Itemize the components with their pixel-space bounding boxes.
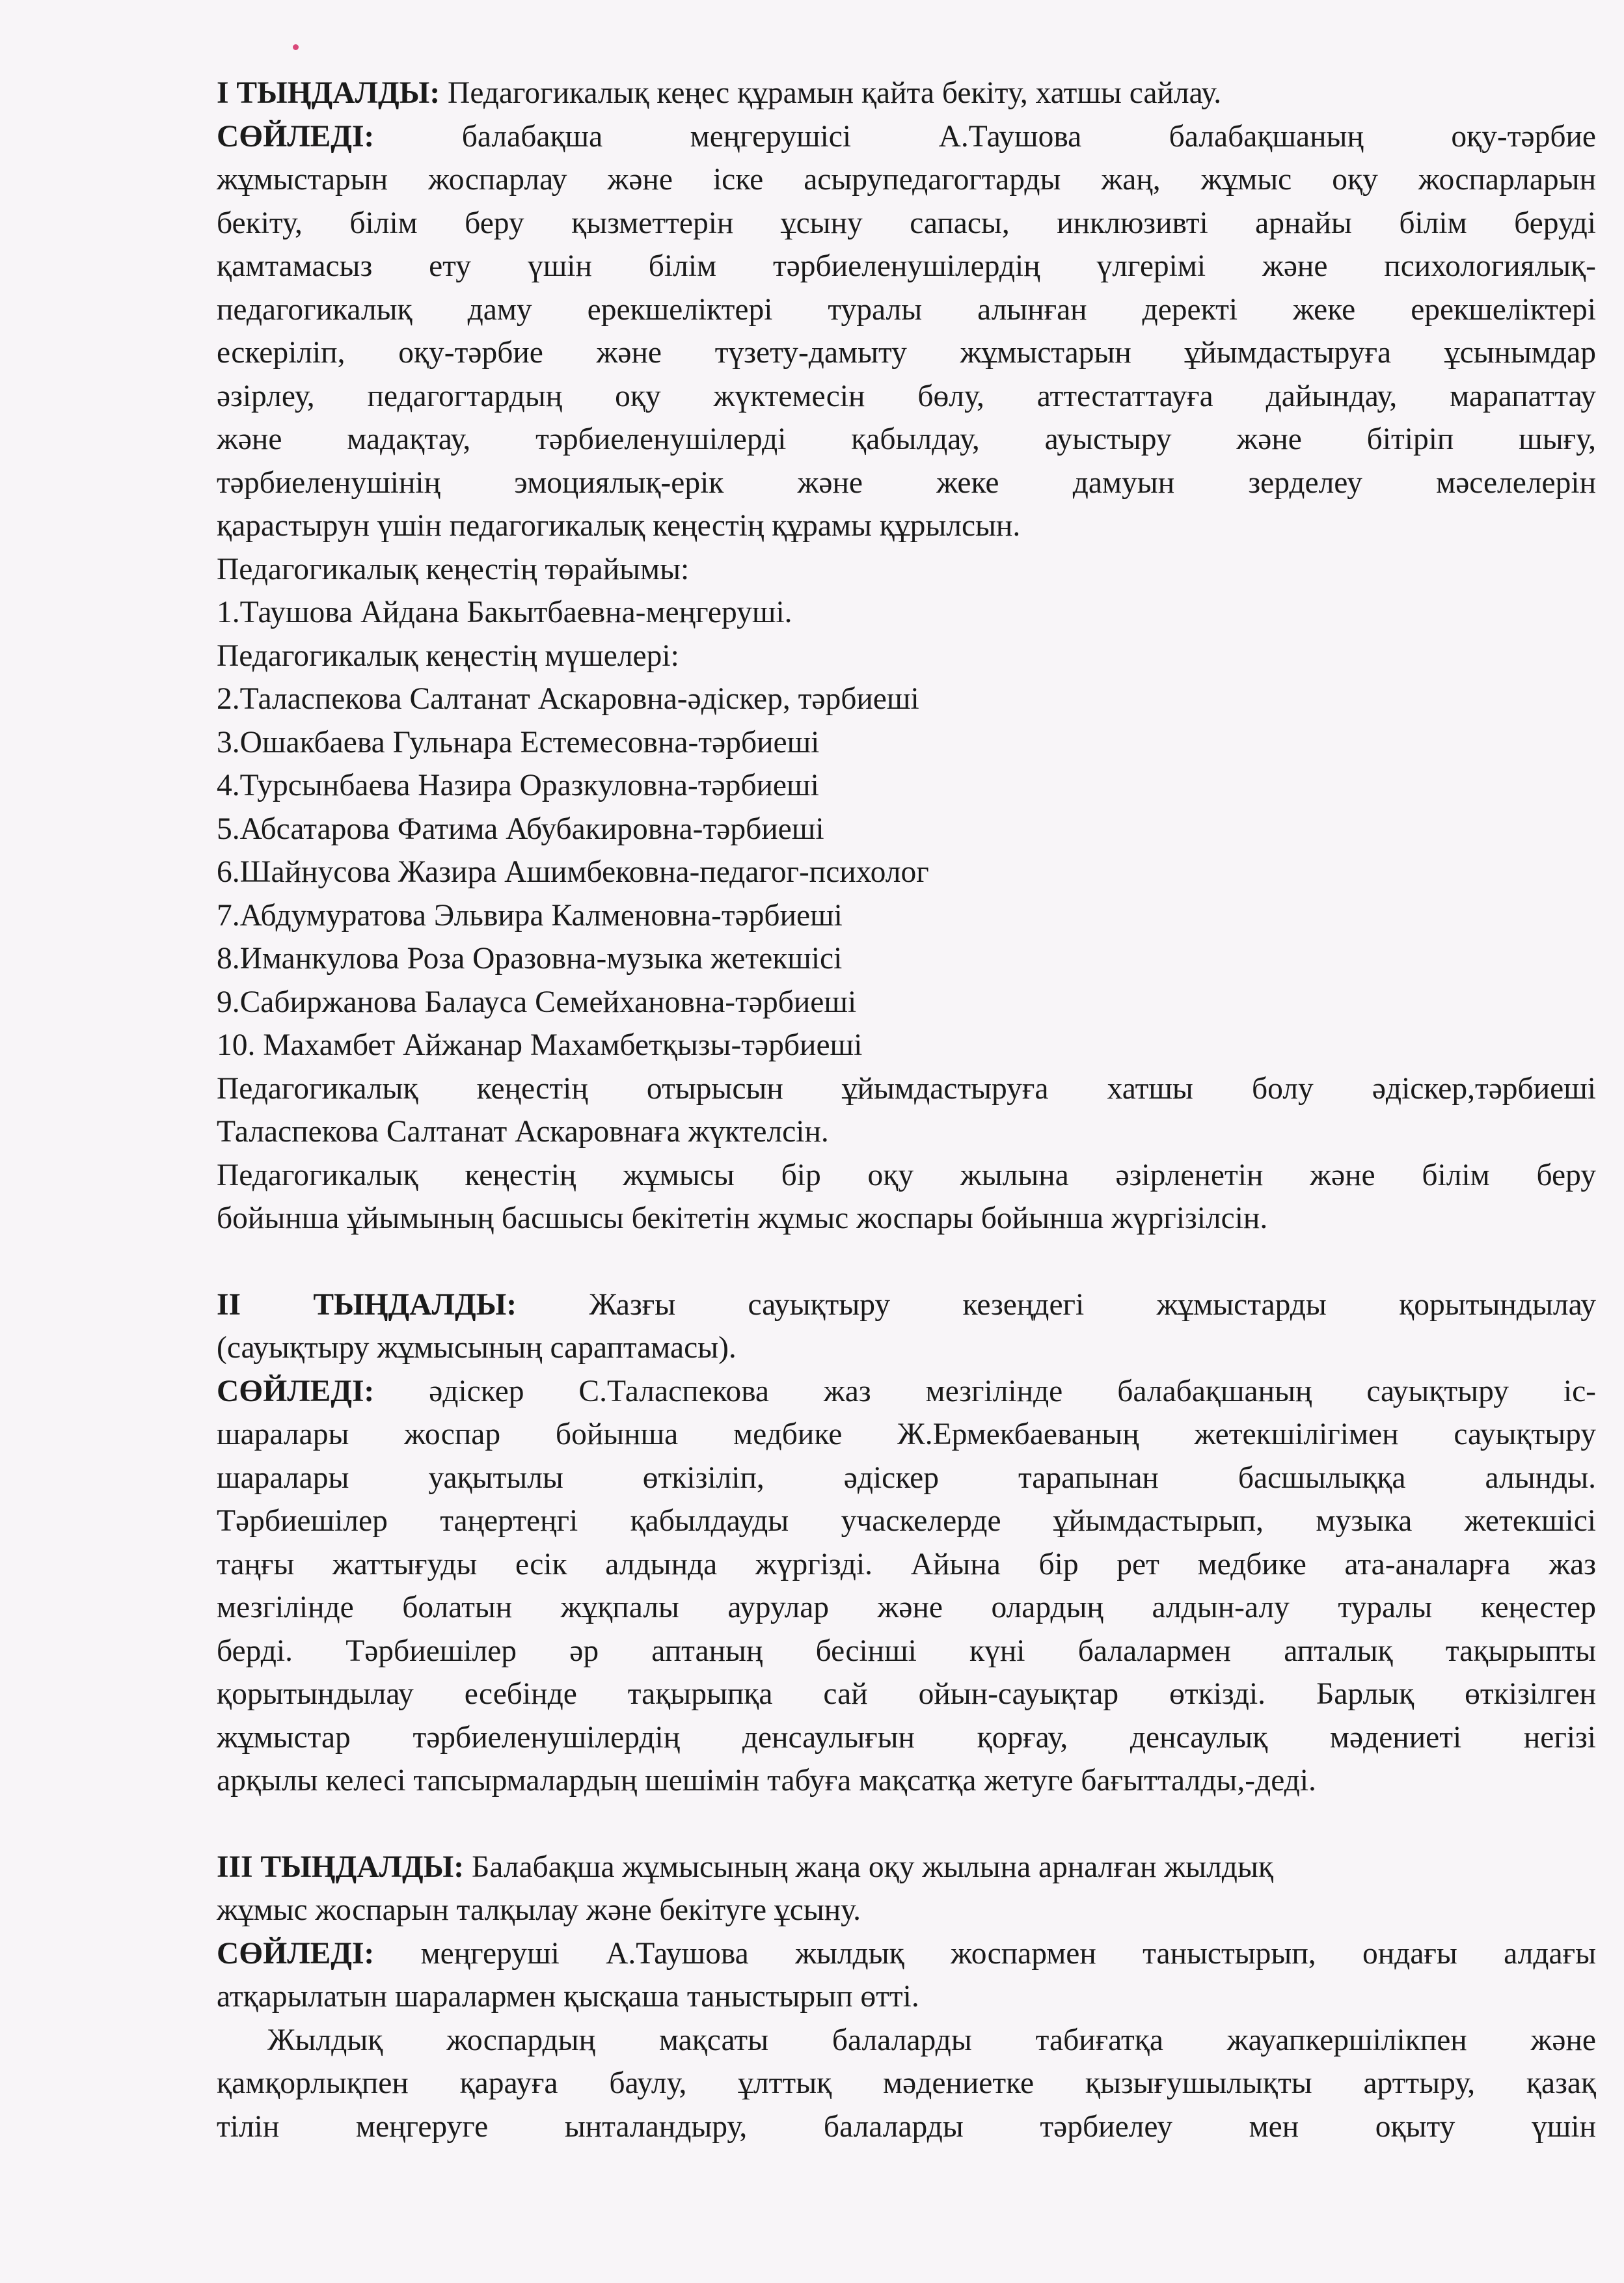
speech-line: қамтамасыз ету үшін білім тәрбиеленушілердің үлгерімі және психологиялық- [217,249,1596,283]
secretary-line: Педагогикалық кеңестің отырысын ұйымдастыруға хатшы болу әдіскер,тәрбиеші [217,1071,1596,1106]
speech-line: қарастырун үшін педагогикалық кеңестің құрамы құрылсын. [217,509,1021,543]
speech-line: қорытындылау есебінде тақырыпқа сай ойын-сауықтар өткізді. Барлық өткізілген [217,1677,1596,1711]
speech-line: жұмыстар тәрбиеленушілердің денсаулығын қорғау, денсаулық мәдениеті негізі [217,1720,1596,1755]
goal-line: тілін меңгеруге ынталандыру, балаларды тәрбиелеу мен оқыту үшін [217,2109,1596,2144]
member-item: 2.Таласпекова Салтанат Аскаровна-әдіскер, тәрбиеші [217,682,919,716]
secretary-line: Таласпекова Салтанат Аскаровнаға жүктелсін. [217,1115,829,1149]
section2-spoke-label: СӨЙЛЕДІ: [217,1374,375,1408]
chair-label: Педагогикалық кеңестің төрайымы: [217,552,690,586]
section1-title [217,72,1596,115]
speech-line: бекіту, білім беру қызметтерін ұсыну сапасы, инклюзивті арнайы білім беруді [217,206,1596,240]
member-item: 5.Абсатарова Фатима Абубакировна-тәрбиеші [217,812,824,846]
section2-title [217,1283,1596,1370]
speech-line: СӨЙЛЕДІ: әдіскер С.Таласпекова жаз мезгілінде балабақшаның сауықтыру іс- [217,1374,1597,1408]
speech-line: мезгілінде болатын жұқпалы аурулар және олардың алдын-алу туралы кеңестер [217,1591,1596,1624]
section2-title-line: (сауықтыру жұмысының сараптамасы). [217,1331,737,1365]
section-spacer [217,1803,1596,1846]
section1-speech [217,115,1596,548]
plan-line: бойынша ұйымының басшысы бекітетін жұмыс жоспары бойынша жүргізілсін. [217,1201,1268,1235]
section3-heading: ІІІ ТЫҢДАЛДЫ: [217,1850,465,1884]
ink-speck [293,44,299,50]
speech-line: берді. Тәрбиешілер әр аптаның бесінші күні балалармен апталық тақырыпты [217,1634,1596,1668]
speech-line: педагогикалық даму ерекшеліктері туралы алынған деректі жеке ерекшеліктері [217,292,1596,327]
goal-line: қамқорлықпен қарауға баулу, ұлттық мәдениетке қызығушылықты арттыру, қазақ [217,2066,1596,2100]
member-item: 6.Шайнусова Жазира Ашимбековна-педагог-психолог [217,855,929,889]
section3-title-line: жұмыс жоспарын талқылау және бекітуге ұсыну. [217,1893,861,1927]
speech-line: СӨЙЛЕДІ: меңгеруші А.Таушова жылдық жоспармен таныстырып, ондағы алдағы [217,1936,1597,1971]
document-body [217,72,1596,2148]
section3-title [217,1846,1596,1932]
secretary-paragraph [217,1067,1596,1154]
member-item: 4.Турсынбаева Назира Оразкуловна-тәрбиеші [217,769,819,802]
speech-line: СӨЙЛЕДІ: балабақша меңгерушісі А.Таушова балабақшаның оқу-тәрбие [217,119,1597,154]
speech-line: Тәрбиешілер таңертеңгі қабылдауды учаскелерде ұйымдастырып, музыка жетекшісі [217,1504,1596,1538]
member-item: 3.Ошакбаева Гульнара Естемесовна-тәрбиеші [217,725,820,759]
section2-title-line: ІІ ТЫҢДАЛДЫ: Жазғы сауықтыру кезеңдегі жұмыстарды қорытындылау [217,1287,1596,1322]
plan-paragraph [217,1154,1596,1240]
goal-line: Жылдық жоспардың мақсаты балаларды табиғатқа жауапкершілікпен және [267,2023,1596,2057]
speech-line: арқылы келесі тапсырмалардың шешімін табуға мақсатқа жетуге бағытталды,-деді. [217,1764,1316,1798]
speech-line: шаралары жоспар бойынша медбике Ж.Ермекбаеваның жетекшілігімен сауықтыру [217,1417,1596,1451]
section3-speech [217,1932,1596,2019]
section3-title-line: ІІІ ТЫҢДАЛДЫ: Балабақша жұмысының жаңа оқу жылына арналған жылдық [217,1850,1273,1884]
speech-line: атқарылатын шаралармен қысқаша таныстырып өтті. [217,1980,919,2014]
section3-spoke-label: СӨЙЛЕДІ: [217,1936,375,1971]
member-item: 7.Абдумуратова Эльвира Калменовна-тәрбиеші [217,898,843,933]
members-list [217,677,1596,1067]
member-item: 8.Иманкулова Роза Оразовна-музыка жетекшісі [217,942,843,976]
section1-heading: І ТЫҢДАЛДЫ: [217,76,440,110]
section2-speech [217,1370,1596,1803]
section1-topic: Педагогикалық кеңес құрамын қайта бекіту, хатшы сайлау. [448,76,1222,110]
members-label: Педагогикалық кеңестің мүшелері: [217,638,679,673]
section-spacer [217,1240,1596,1283]
speech-line: ескеріліп, оқу-тәрбие және түзету-дамыту жұмыстарын ұйымдастыруға ұсынымдар [217,336,1596,370]
member-item: 9.Сабиржанова Балауса Семейхановна-тәрбиеші [217,985,857,1019]
section1-spoke-label: СӨЙЛЕДІ: [217,119,375,154]
member-item: 10. Махамбет Айжанар Махамбетқызы-тәрбиеші [217,1028,863,1062]
speech-line: және мадақтау, тәрбиеленушілерді қабылдау, ауыстыру және бітіріп шығу, [217,422,1596,456]
speech-line: шаралары уақытылы өткізіліп, әдіскер тарапынан басшылыққа алынды. [217,1460,1596,1495]
chair-name: 1.Таушова Айдана Бакытбаевна-меңгеруші. [217,595,792,629]
section2-heading: ІІ ТЫҢДАЛДЫ: [217,1287,517,1322]
plan-line: Педагогикалық кеңестің жұмысы бір оқу жылына әзірленетін және білім беру [217,1158,1596,1192]
speech-line: таңғы жаттығуды есік алдында жүргізді. Айына бір рет медбике ата-аналарға жаз [217,1547,1596,1581]
speech-line: жұмыстарын жоспарлау және іске асырупедагогтарды жаң, жұмыс оқу жоспарларын [217,163,1596,197]
speech-line: тәрбиеленушінің эмоциялық-ерік және жеке дамуын зерделеу мәселелерін [217,465,1596,500]
goal-paragraph [217,2019,1596,2149]
speech-line: әзірлеу, педагогтардың оқу жүктемесін бөлу, аттестаттауға дайындау, марапаттау [217,379,1596,413]
